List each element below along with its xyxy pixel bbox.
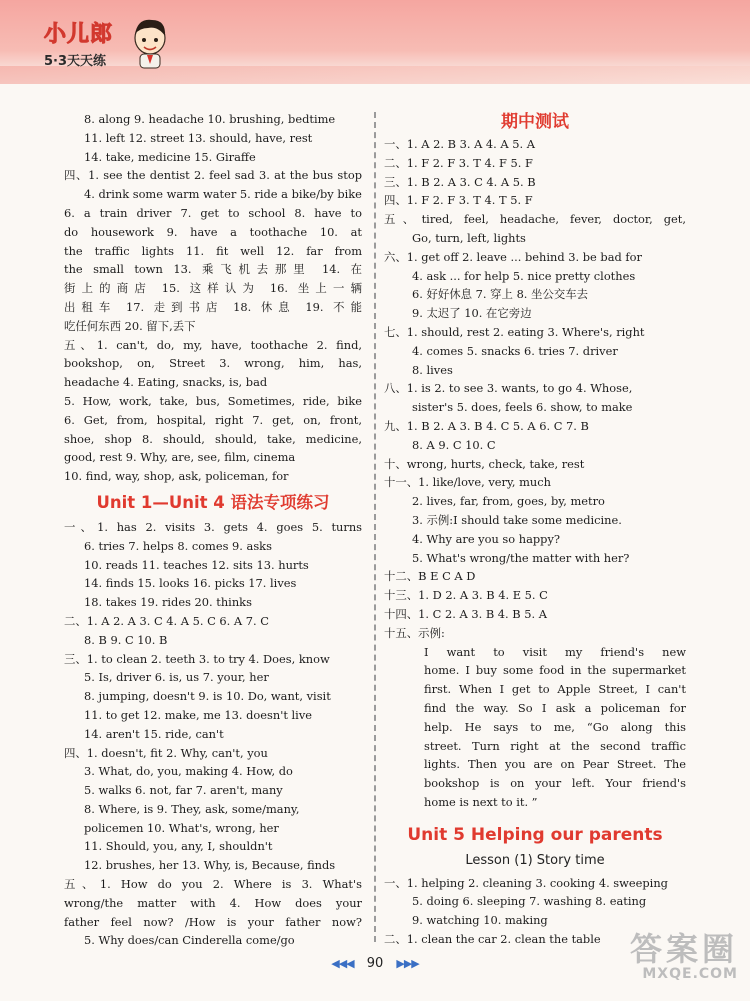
answer-line: 6. tries 7. helps 8. comes 9. asks bbox=[84, 538, 272, 553]
answer-line: 吃任何东西 20. 留下,丢下 bbox=[64, 318, 196, 333]
answer-line: 18. takes 19. rides 20. thinks bbox=[84, 595, 252, 610]
answer-line: headache 4. Eating, snacks, is, bad bbox=[64, 375, 268, 390]
answer-line: 8. along 9. headache 10. brushing, bedtime bbox=[84, 112, 336, 126]
answer-line: 14. aren't 15. ride, can't bbox=[84, 726, 224, 741]
brand-series: 5·3天天练 bbox=[44, 54, 107, 69]
left-column bbox=[64, 110, 362, 950]
answer-line: 11. left 12. street 13. should, have, rest bbox=[84, 130, 313, 145]
watermark-url: MXQE.COM bbox=[642, 966, 738, 982]
answer-line: 14. take, medicine 15. Giraffe bbox=[84, 149, 256, 164]
essay-line: help. He says to me, “Go along this bbox=[424, 719, 686, 734]
answer-line: 8. jumping, doesn't 9. is 10. Do, want, visit bbox=[84, 689, 331, 704]
essay-line: find the way. So I ask a policeman for bbox=[424, 700, 686, 715]
answer-line: 6. 好好休息 7. 穿上 8. 坐公交车去 bbox=[412, 287, 589, 302]
answer-line: 5. Why does/can Cinderella come/go bbox=[84, 933, 295, 948]
answer-line: father feel now? /How is your father now? bbox=[64, 914, 362, 929]
answer-line: 8. A 9. C 10. C bbox=[412, 437, 496, 452]
essay-line: bookshop is on your left. Your friend's bbox=[424, 776, 686, 791]
watermark bbox=[630, 924, 738, 982]
answer-line: 三、1. to clean 2. teeth 3. to try 4. Does, know bbox=[64, 651, 330, 666]
answer-line: wrong/the matter with 4. How does your bbox=[64, 895, 362, 910]
answer-line: 10. reads 11. teaches 12. sits 13. hurts bbox=[84, 557, 309, 572]
answer-line: bookshop, on, Street 3. wrong, him, has, bbox=[64, 356, 362, 371]
answer-line: 4. ask ... for help 5. nice pretty clothes bbox=[412, 268, 636, 283]
section-title: Unit 5 Helping our parents bbox=[407, 824, 663, 845]
answer-line: 3. What, do, you, making 4. How, do bbox=[84, 764, 293, 779]
answer-line: 二、1. A 2. A 3. C 4. A 5. C 6. A 7. C bbox=[64, 613, 269, 628]
answer-line: 五、tired, feel, headache, fever, doctor, get, bbox=[384, 212, 686, 227]
section-title: 期中测试 bbox=[501, 112, 569, 132]
essay-line: home. I buy some food in the supermarket bbox=[424, 663, 686, 678]
answer-line: 9. watching 10. making bbox=[412, 913, 548, 928]
answer-line: 二、1. F 2. F 3. T 4. F 5. F bbox=[384, 155, 533, 170]
answer-line: 十四、1. C 2. A 3. B 4. B 5. A bbox=[384, 606, 548, 621]
answer-line: 4. Why are you so happy? bbox=[412, 531, 561, 546]
lesson-title: Lesson (1) Story time bbox=[465, 852, 605, 868]
watermark-logo: 答案圈 bbox=[629, 930, 738, 968]
answer-line: 11. Should, you, any, I, shouldn't bbox=[84, 839, 273, 854]
answer-line: 四、1. doesn't, fit 2. Why, can't, you bbox=[64, 745, 268, 760]
answer-line: 5. How, work, take, bus, Sometimes, ride, bike bbox=[64, 393, 362, 408]
essay-line: lights. Then you are on Pear Street. The bbox=[424, 757, 686, 772]
answer-line: 11. to get 12. make, me 13. doesn't live bbox=[84, 707, 312, 722]
page-number: 90 bbox=[366, 956, 384, 971]
answer-line: 12. brushes, her 13. Why, is, Because, finds bbox=[84, 858, 336, 873]
answer-line: 十、wrong, hurts, check, take, rest bbox=[384, 456, 585, 471]
answer-line: 十一、1. like/love, very, much bbox=[384, 475, 551, 490]
brand bbox=[44, 22, 113, 69]
brand-logo-text: 小儿郎 bbox=[44, 22, 114, 47]
mascot-icon bbox=[128, 14, 172, 70]
answer-line: 五、1. How do you 2. Where is 3. What's bbox=[64, 877, 362, 892]
answer-line: 6. Get, from, hospital, right 7. get, on, front, bbox=[64, 412, 362, 427]
answer-line: 二、1. clean the car 2. clean the table bbox=[384, 932, 601, 947]
answer-line: 四、1. see the dentist 2. feel sad 3. at the bus stop bbox=[64, 168, 362, 183]
essay-line: I want to visit my friend's new bbox=[424, 644, 686, 659]
answer-line: 四、1. F 2. F 3. T 4. T 5. F bbox=[384, 193, 533, 208]
answer-line: 8. lives bbox=[412, 362, 453, 377]
essay-line: street. Turn right at the second traffic bbox=[424, 738, 686, 753]
answer-line: 八、1. is 2. to see 3. wants, to go 4. Whose, bbox=[384, 381, 633, 396]
answer-line: policemen 10. What's, wrong, her bbox=[84, 820, 279, 835]
essay-line: home is next to it. ” bbox=[424, 794, 538, 809]
answer-line: 5. Is, driver 6. is, us 7. your, her bbox=[84, 670, 269, 685]
answer-line: 5. walks 6. not, far 7. aren't, many bbox=[84, 783, 283, 798]
answer-line: 10. find, way, shop, ask, policeman, for bbox=[64, 469, 289, 484]
answer-line: 8. Where, is 9. They, ask, some/many, bbox=[84, 801, 300, 816]
answer-line: 3. 示例:I should take some medicine. bbox=[412, 512, 622, 527]
answer-line: 5. doing 6. sleeping 7. washing 8. eating bbox=[412, 894, 647, 909]
answer-line: the small town 13. 乘飞机去那里 14. 在 bbox=[64, 262, 362, 277]
column-divider bbox=[374, 112, 376, 942]
answer-line: 十五、示例: bbox=[384, 625, 445, 640]
next-arrows-icon: ▶▶▶ bbox=[396, 957, 419, 970]
answer-line: 9. 太迟了 10. 在它旁边 bbox=[412, 306, 532, 321]
answer-line: 4. comes 5. snacks 6. tries 7. driver bbox=[412, 343, 618, 358]
answer-line: 出租车 17. 走到书店 18. 休息 19. 不能 bbox=[64, 299, 362, 314]
answer-line: shoe, shop 8. should, should, take, medicine, bbox=[64, 431, 362, 446]
answer-line: 五、1. can't, do, my, have, toothache 2. find, bbox=[64, 337, 362, 352]
answer-line: 一、1. has 2. visits 3. gets 4. goes 5. turns bbox=[64, 519, 362, 534]
answer-line: 14. finds 15. looks 16. picks 17. lives bbox=[84, 576, 297, 591]
answer-line: 一、1. A 2. B 3. A 4. A 5. A bbox=[384, 137, 535, 151]
answer-line: 六、1. get off 2. leave ... behind 3. be bad for bbox=[384, 249, 642, 264]
section-title: Unit 1—Unit 4 语法专项练习 bbox=[96, 492, 330, 512]
answer-line: good, rest 9. Why, are, see, film, cinema bbox=[64, 450, 296, 465]
answer-line: 七、1. should, rest 2. eating 3. Where's, right bbox=[384, 324, 645, 339]
prev-arrows-icon: ◀◀◀ bbox=[331, 957, 354, 970]
answer-line: 5. What's wrong/the matter with her? bbox=[412, 550, 630, 565]
answer-line: 一、1. helping 2. cleaning 3. cooking 4. sweeping bbox=[384, 875, 668, 890]
answer-line: Go, turn, left, lights bbox=[412, 230, 526, 245]
answer-line: 街上的商店 15. 这样认为 16. 坐上一辆 bbox=[64, 281, 362, 296]
answer-line: 8. B 9. C 10. B bbox=[84, 632, 168, 647]
answer-line: sister's 5. does, feels 6. show, to make bbox=[412, 400, 633, 415]
answer-line: 4. drink some warm water 5. ride a bike/by bike bbox=[84, 187, 362, 202]
essay-line: first. When I get to Apple Street, I can't bbox=[424, 682, 686, 697]
answer-line: 十三、1. D 2. A 3. B 4. E 5. C bbox=[384, 588, 548, 603]
answer-line: the traffic lights 11. fit well 12. far from bbox=[64, 243, 362, 258]
answer-line: 十二、B E C A D bbox=[384, 569, 476, 584]
answer-line: 2. lives, far, from, goes, by, metro bbox=[412, 494, 605, 509]
answer-line: 6. a train driver 7. get to school 8. have to bbox=[64, 205, 362, 220]
right-column bbox=[384, 110, 686, 949]
answer-line: 三、1. B 2. A 3. C 4. A 5. B bbox=[384, 174, 536, 189]
answer-line: 九、1. B 2. A 3. B 4. C 5. A 6. C 7. B bbox=[384, 418, 589, 433]
answer-line: do housework 9. have a toothache 10. at bbox=[64, 224, 362, 239]
